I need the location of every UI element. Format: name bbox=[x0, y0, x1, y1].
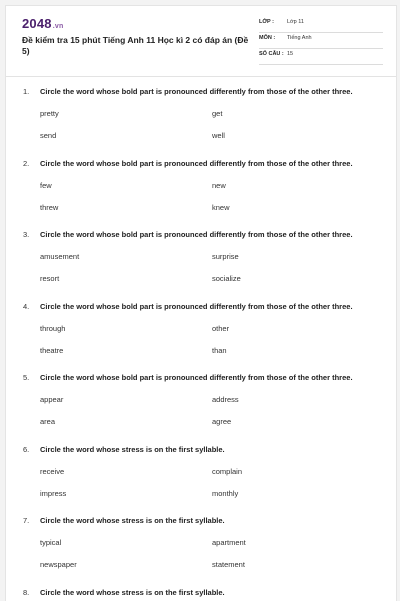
answer-option[interactable]: complain bbox=[212, 467, 243, 476]
answer-option[interactable]: knew bbox=[212, 203, 230, 212]
question-text: Circle the word whose bold part is pronounced differently from those of the other three. bbox=[40, 87, 353, 96]
question-text: Circle the word whose stress is on the first syllable. bbox=[40, 445, 225, 454]
meta-row-count bbox=[259, 48, 383, 65]
question-item bbox=[6, 588, 396, 601]
document-page bbox=[5, 5, 397, 601]
question-number: 5. bbox=[23, 373, 30, 382]
question-number: 3. bbox=[23, 230, 30, 239]
answer-option[interactable]: address bbox=[212, 395, 239, 404]
answer-option[interactable]: typical bbox=[40, 538, 62, 547]
question-number: 1. bbox=[23, 87, 30, 96]
answer-option[interactable]: new bbox=[212, 181, 226, 190]
question-item bbox=[6, 159, 396, 231]
answer-option[interactable]: surprise bbox=[212, 252, 239, 261]
question-item bbox=[6, 445, 396, 517]
logo-suffix: .vn bbox=[52, 23, 64, 30]
question-text: Circle the word whose bold part is pronounced differently from those of the other three. bbox=[40, 230, 353, 239]
meta-value: Lớp 11 bbox=[287, 19, 304, 25]
question-text: Circle the word whose bold part is pronounced differently from those of the other three. bbox=[40, 373, 353, 382]
meta-label: MÔN : bbox=[259, 35, 276, 41]
question-text: Circle the word whose bold part is pronounced differently from those of the other three. bbox=[40, 159, 353, 168]
answer-option[interactable]: statement bbox=[212, 560, 245, 569]
logo-text: 2048 bbox=[22, 16, 52, 31]
answer-option[interactable]: well bbox=[212, 131, 225, 140]
question-number: 8. bbox=[23, 588, 30, 597]
answer-option[interactable]: newspaper bbox=[40, 560, 77, 569]
answer-option[interactable]: than bbox=[212, 346, 227, 355]
question-number: 4. bbox=[23, 302, 30, 311]
meta-label: SỐ CÂU : bbox=[259, 51, 284, 57]
question-number: 2. bbox=[23, 159, 30, 168]
answer-option[interactable]: send bbox=[40, 131, 57, 140]
answer-option[interactable]: threw bbox=[40, 203, 59, 212]
question-item bbox=[6, 373, 396, 445]
answer-option[interactable]: get bbox=[212, 109, 223, 118]
document-header bbox=[6, 6, 396, 77]
meta-label: LỚP : bbox=[259, 19, 274, 25]
meta-row-subject bbox=[259, 32, 383, 49]
meta-row-class bbox=[259, 16, 383, 33]
document-title: Đề kiểm tra 15 phút Tiếng Anh 11 Học kì 2 có đáp án (Đề 5) bbox=[22, 35, 249, 56]
answer-option[interactable]: impress bbox=[40, 489, 67, 498]
answer-option[interactable]: monthly bbox=[212, 489, 239, 498]
answer-option[interactable]: agree bbox=[212, 417, 232, 426]
answer-option[interactable]: through bbox=[40, 324, 66, 333]
question-text: Circle the word whose stress is on the first syllable. bbox=[40, 588, 225, 597]
answer-option[interactable]: other bbox=[212, 324, 230, 333]
site-logo[interactable] bbox=[22, 16, 63, 31]
question-item bbox=[6, 87, 396, 159]
question-text: Circle the word whose stress is on the first syllable. bbox=[40, 516, 225, 525]
answer-option[interactable]: amusement bbox=[40, 252, 80, 261]
answer-option[interactable]: pretty bbox=[40, 109, 59, 118]
question-number: 6. bbox=[23, 445, 30, 454]
question-item bbox=[6, 516, 396, 588]
meta-value: Tiếng Anh bbox=[287, 35, 312, 41]
answer-option[interactable]: few bbox=[40, 181, 52, 190]
answer-option[interactable]: apartment bbox=[212, 538, 246, 547]
answer-option[interactable]: receive bbox=[40, 467, 65, 476]
answer-option[interactable]: resort bbox=[40, 274, 60, 283]
question-text: Circle the word whose bold part is pronounced differently from those of the other three. bbox=[40, 302, 353, 311]
answer-option[interactable]: theatre bbox=[40, 346, 64, 355]
question-item bbox=[6, 230, 396, 302]
question-number: 7. bbox=[23, 516, 30, 525]
answer-option[interactable]: area bbox=[40, 417, 56, 426]
answer-option[interactable]: socialize bbox=[212, 274, 241, 283]
question-item bbox=[6, 302, 396, 374]
meta-value: 15 bbox=[287, 51, 294, 57]
answer-option[interactable]: appear bbox=[40, 395, 64, 404]
